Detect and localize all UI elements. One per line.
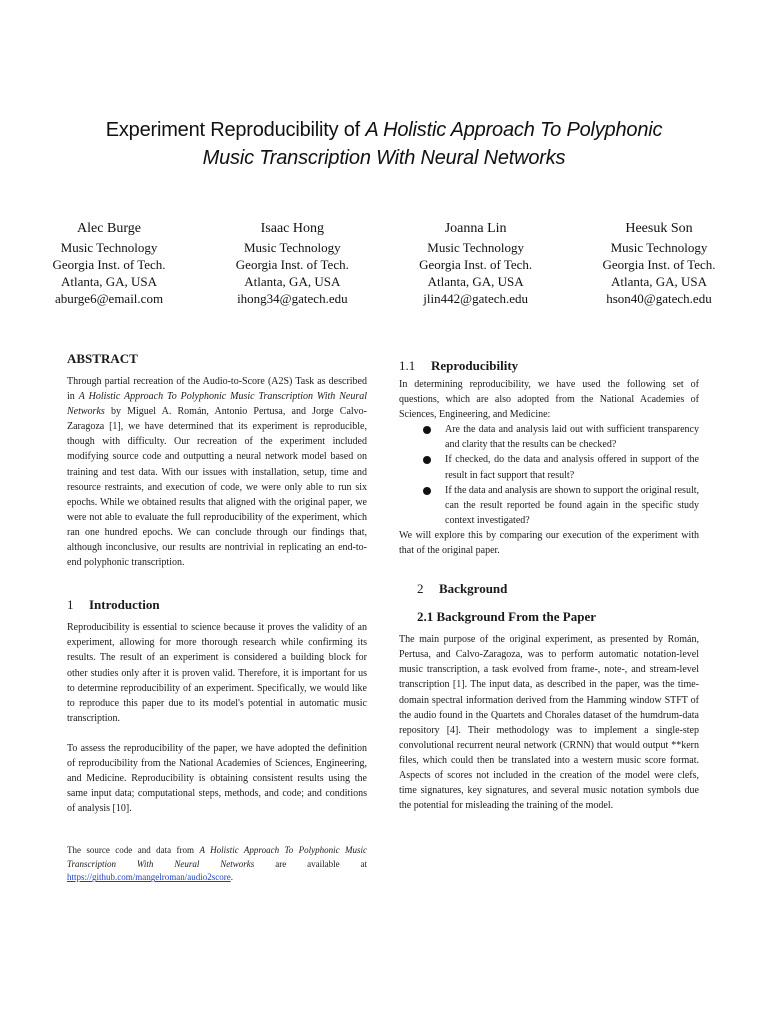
author-email: jlin442@gatech.edu [423, 291, 529, 306]
list-item: If checked, do the data and analysis offered in support of the result in fact support that result? [399, 452, 699, 482]
section-number: 1 [67, 597, 74, 613]
author-email: hson40@gatech.edu [606, 291, 712, 306]
section-title: Introduction [89, 597, 160, 613]
author-dept: Music Technology [427, 240, 524, 255]
author-email: aburge6@email.com [54, 291, 164, 306]
right-column [399, 357, 699, 813]
author-location: Atlanta, GA, USA [60, 274, 158, 289]
author-location: Atlanta, GA, USA [610, 274, 707, 289]
github-link[interactable]: https://github.com/mangelroman/audio2score [67, 872, 231, 883]
author-name: Joanna Lin [444, 221, 507, 236]
section-number: 2 [417, 581, 424, 597]
author-1 [20, 220, 198, 307]
author-email: ihong34@gatech.edu [237, 291, 348, 306]
list-item: If the data and analysis are shown to support the original result, can the result reported be found again in the specific study context investigated? [399, 483, 699, 528]
author-dept: Music Technology [243, 240, 341, 255]
author-dept: Music Technology [610, 240, 708, 255]
list-item: Are the data and analysis laid out with sufficient transparency and clarity that the results can be checked? [399, 422, 699, 452]
repro-question-list [399, 422, 699, 528]
author-2 [203, 220, 381, 307]
author-inst: Georgia Inst. of Tech. [235, 257, 349, 272]
abstract-heading: ABSTRACT [67, 351, 138, 366]
intro-heading [67, 596, 367, 614]
title-prefix: Experiment Reproducibility of [105, 119, 366, 141]
paper-title [40, 116, 728, 172]
background-paragraph: The main purpose of the original experiment, as presented by Román, Pertusa, and Calvo-Zaragoza, was to perform automatic notation-level music transcription, a task evolved from frame-, note-, and stream-level transcription [1]. The input data, as described in the paper, was the time-domain spectral information derived from the Hamming window STFT of the audio found in the Quartets and Chorales dataset of the humdrum-data repository [4]. Their methodology was to implement a single-step convolutional recurrent neural network (CRNN) that would output **kern files, which could then be translated into a western music score format. Aspects of scores not included in the creation of the model were clefs, time signatures, key signatures, and several music notation symbols due the potential for misleading the training of the model. [399, 634, 699, 812]
section-title: Background [439, 581, 508, 597]
background-heading [399, 580, 699, 598]
author-name: Alec Burge [77, 221, 141, 236]
abstract-text: Through partial recreation of the Audio-to-Score (A2S) Task as described in A Holistic Approach To Polyphonic Music Transcription With Neural Networks by Miguel A. Román, Antonio Pertusa, and Jorge Calvo-Zaragoza [1], we have determined that its experiment is reproducible, though with difficulty. Our recreation of the experiment included modifying source code and outputting a neural network model based on training and test data. With our issues with installation, setup, time and resource restraints, and execution of code, we were only able to run six epochs. While we obtained results that aligned with the original paper, we were not able to evaluate the full reproducibility of the experiment, which ran one hundred epochs. We can conclude through our findings that, although inconclusive, our results are nontrivial in replicating an end-to-end polyphonic transcription. [67, 376, 367, 569]
author-4 [570, 220, 748, 307]
intro-paragraph-1: Reproducibility is essential to science because it proves the validity of an experiment, allowing for more thorough research while confirming its results. The result of an experiment is considered a building block for other studies only after it is proven valid. Therefore, it is important for us to determine reproducibility of an experiment. Specifically, we would like to reproduce this paper due to its model's potential in automatic music transcription. [67, 622, 367, 724]
author-block [20, 220, 748, 307]
author-inst: Georgia Inst. of Tech. [419, 257, 533, 272]
author-dept: Music Technology [60, 240, 158, 255]
author-inst: Georgia Inst. of Tech. [602, 257, 716, 272]
repro-heading [399, 357, 699, 375]
background-subheading: 2.1 Background From the Paper [417, 609, 596, 625]
author-location: Atlanta, GA, USA [244, 274, 341, 289]
repro-intro: In determining reproducibility, we have used the following set of questions, which are also adopted from the National Academies of Sciences, Engineering, and Medicine: [399, 379, 699, 421]
author-3 [387, 220, 565, 307]
section-number: 1.1 [399, 358, 416, 373]
author-location: Atlanta, GA, USA [427, 274, 524, 289]
author-name: Isaac Hong [260, 221, 325, 236]
left-column [67, 350, 367, 885]
bullet-icon [423, 487, 431, 495]
repro-outro: We will explore this by comparing our execution of the experiment with that of the original paper. [399, 529, 699, 557]
author-name: Heesuk Son [625, 221, 693, 236]
bullet-icon [423, 426, 431, 434]
intro-paragraph-2: To assess the reproducibility of the paper, we have adopted the definition of reproducibility from the National Academies of Sciences, Engineering, and Medicine. Reproducibility is obtaining consistent results using the same input data; computational steps, methods, and code; and conditions of analysis [10]. [67, 742, 367, 815]
title-italic-line1: A Holistic Approach To Polyphonic [365, 119, 663, 141]
title-italic-line2: Music Transcription With Neural Networks [202, 147, 566, 169]
footnote: The source code and data from A Holistic Approach To Polyphonic Music Transcription With Neural Networks are available at https://github.com/mangelroman/audio2score. [67, 845, 368, 883]
section-title: Reproducibility [431, 358, 519, 373]
bullet-icon [423, 456, 431, 464]
author-inst: Georgia Inst. of Tech. [52, 257, 166, 272]
